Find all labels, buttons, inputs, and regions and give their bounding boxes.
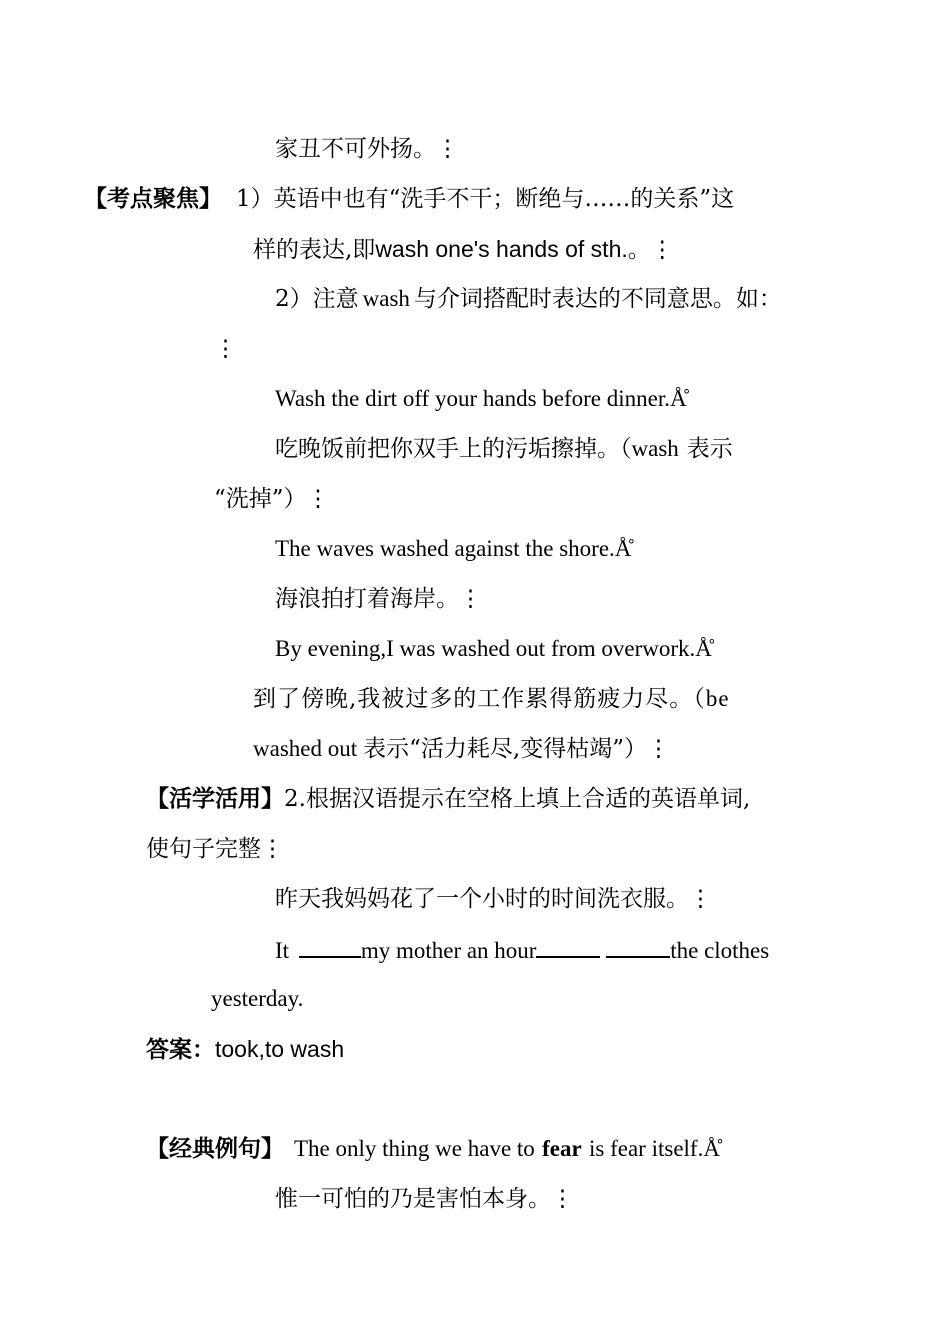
text: 昨天我妈妈花了一个小时的时间洗衣服。⋮: [275, 886, 712, 912]
example-sentence: The waves washed against the shore.Å̊: [275, 536, 632, 561]
text-line: [275, 384, 687, 414]
answer-line: [146, 1034, 344, 1065]
fill-in-blank[interactable]: [299, 934, 361, 958]
text: 2）注意: [275, 286, 359, 312]
text-line: [253, 234, 674, 265]
text-line: [275, 134, 459, 164]
text-line: [253, 734, 670, 764]
text: yesterday.: [211, 986, 304, 1011]
text: wash: [362, 286, 410, 311]
text: It: [275, 938, 290, 963]
text: be: [705, 686, 730, 711]
text: 表示: [686, 436, 733, 462]
text: “洗掉”）⋮: [214, 486, 330, 512]
text: 与介词搭配时表达的不同意思。如：: [413, 286, 782, 312]
text: washed out: [253, 736, 358, 761]
example-sentence: Wash the dirt off your hands before dinner.Å̊: [275, 386, 687, 411]
text-line: [84, 184, 734, 214]
fill-in-blank[interactable]: [536, 934, 600, 958]
text-line: [146, 834, 284, 864]
text-line: [253, 684, 730, 714]
text: The only thing we have to: [294, 1136, 535, 1161]
text-line: [275, 634, 712, 664]
text: fear: [542, 1136, 582, 1161]
section-heading: 【活学活用】: [146, 785, 284, 812]
text: 惟一可怕的乃是害怕本身。⋮: [275, 1186, 574, 1212]
text-line: [275, 934, 769, 966]
text: 1）英语中也有“洗手不干；断绝与……的关系”这: [236, 186, 735, 212]
text: the clothes: [670, 938, 770, 963]
text: 2.根据汉语提示在空格上填上合适的英语单词,: [284, 786, 751, 812]
answer-value: took,to wash: [215, 1036, 345, 1062]
text: 。⋮: [627, 237, 674, 263]
text: 到了傍晚,我被过多的工作累得筋疲力尽。（: [253, 686, 706, 712]
text: is fear itself.Å̊: [589, 1136, 720, 1161]
text: 表示“活力耗尽,变得枯竭”）⋮: [363, 736, 670, 762]
text: 海浪拍打着海岸。⋮: [275, 586, 482, 612]
text-line: [146, 784, 750, 814]
paragraph-mark: ⋮: [214, 336, 237, 362]
text-line: [146, 1134, 720, 1164]
text-line: [211, 984, 303, 1014]
text: my mother an hour: [360, 938, 537, 963]
answer-label: 答案：: [146, 1036, 215, 1063]
text-line: [275, 884, 712, 914]
text-line: [214, 334, 237, 364]
text-line: [275, 584, 482, 614]
example-sentence: By evening,I was washed out from overwork.Å̊: [275, 636, 712, 661]
section-heading: 【考点聚焦】: [84, 185, 222, 212]
fill-in-blank[interactable]: [606, 934, 670, 958]
text-line: [275, 534, 631, 564]
text-line: [214, 484, 330, 514]
text: 样的表达,即: [253, 237, 376, 263]
text: wash: [631, 436, 679, 461]
text-line: [275, 1184, 574, 1214]
text: wash one's hands of sth.: [375, 236, 628, 262]
text: 吃晚饭前把你双手上的污垢擦掉。（: [275, 436, 632, 462]
section-heading: 【经典例句】: [146, 1135, 284, 1162]
text-line: [275, 284, 782, 314]
text: 家丑不可外扬。⋮: [275, 136, 459, 162]
text-line: [275, 434, 733, 464]
text: 使句子完整⋮: [146, 836, 284, 862]
